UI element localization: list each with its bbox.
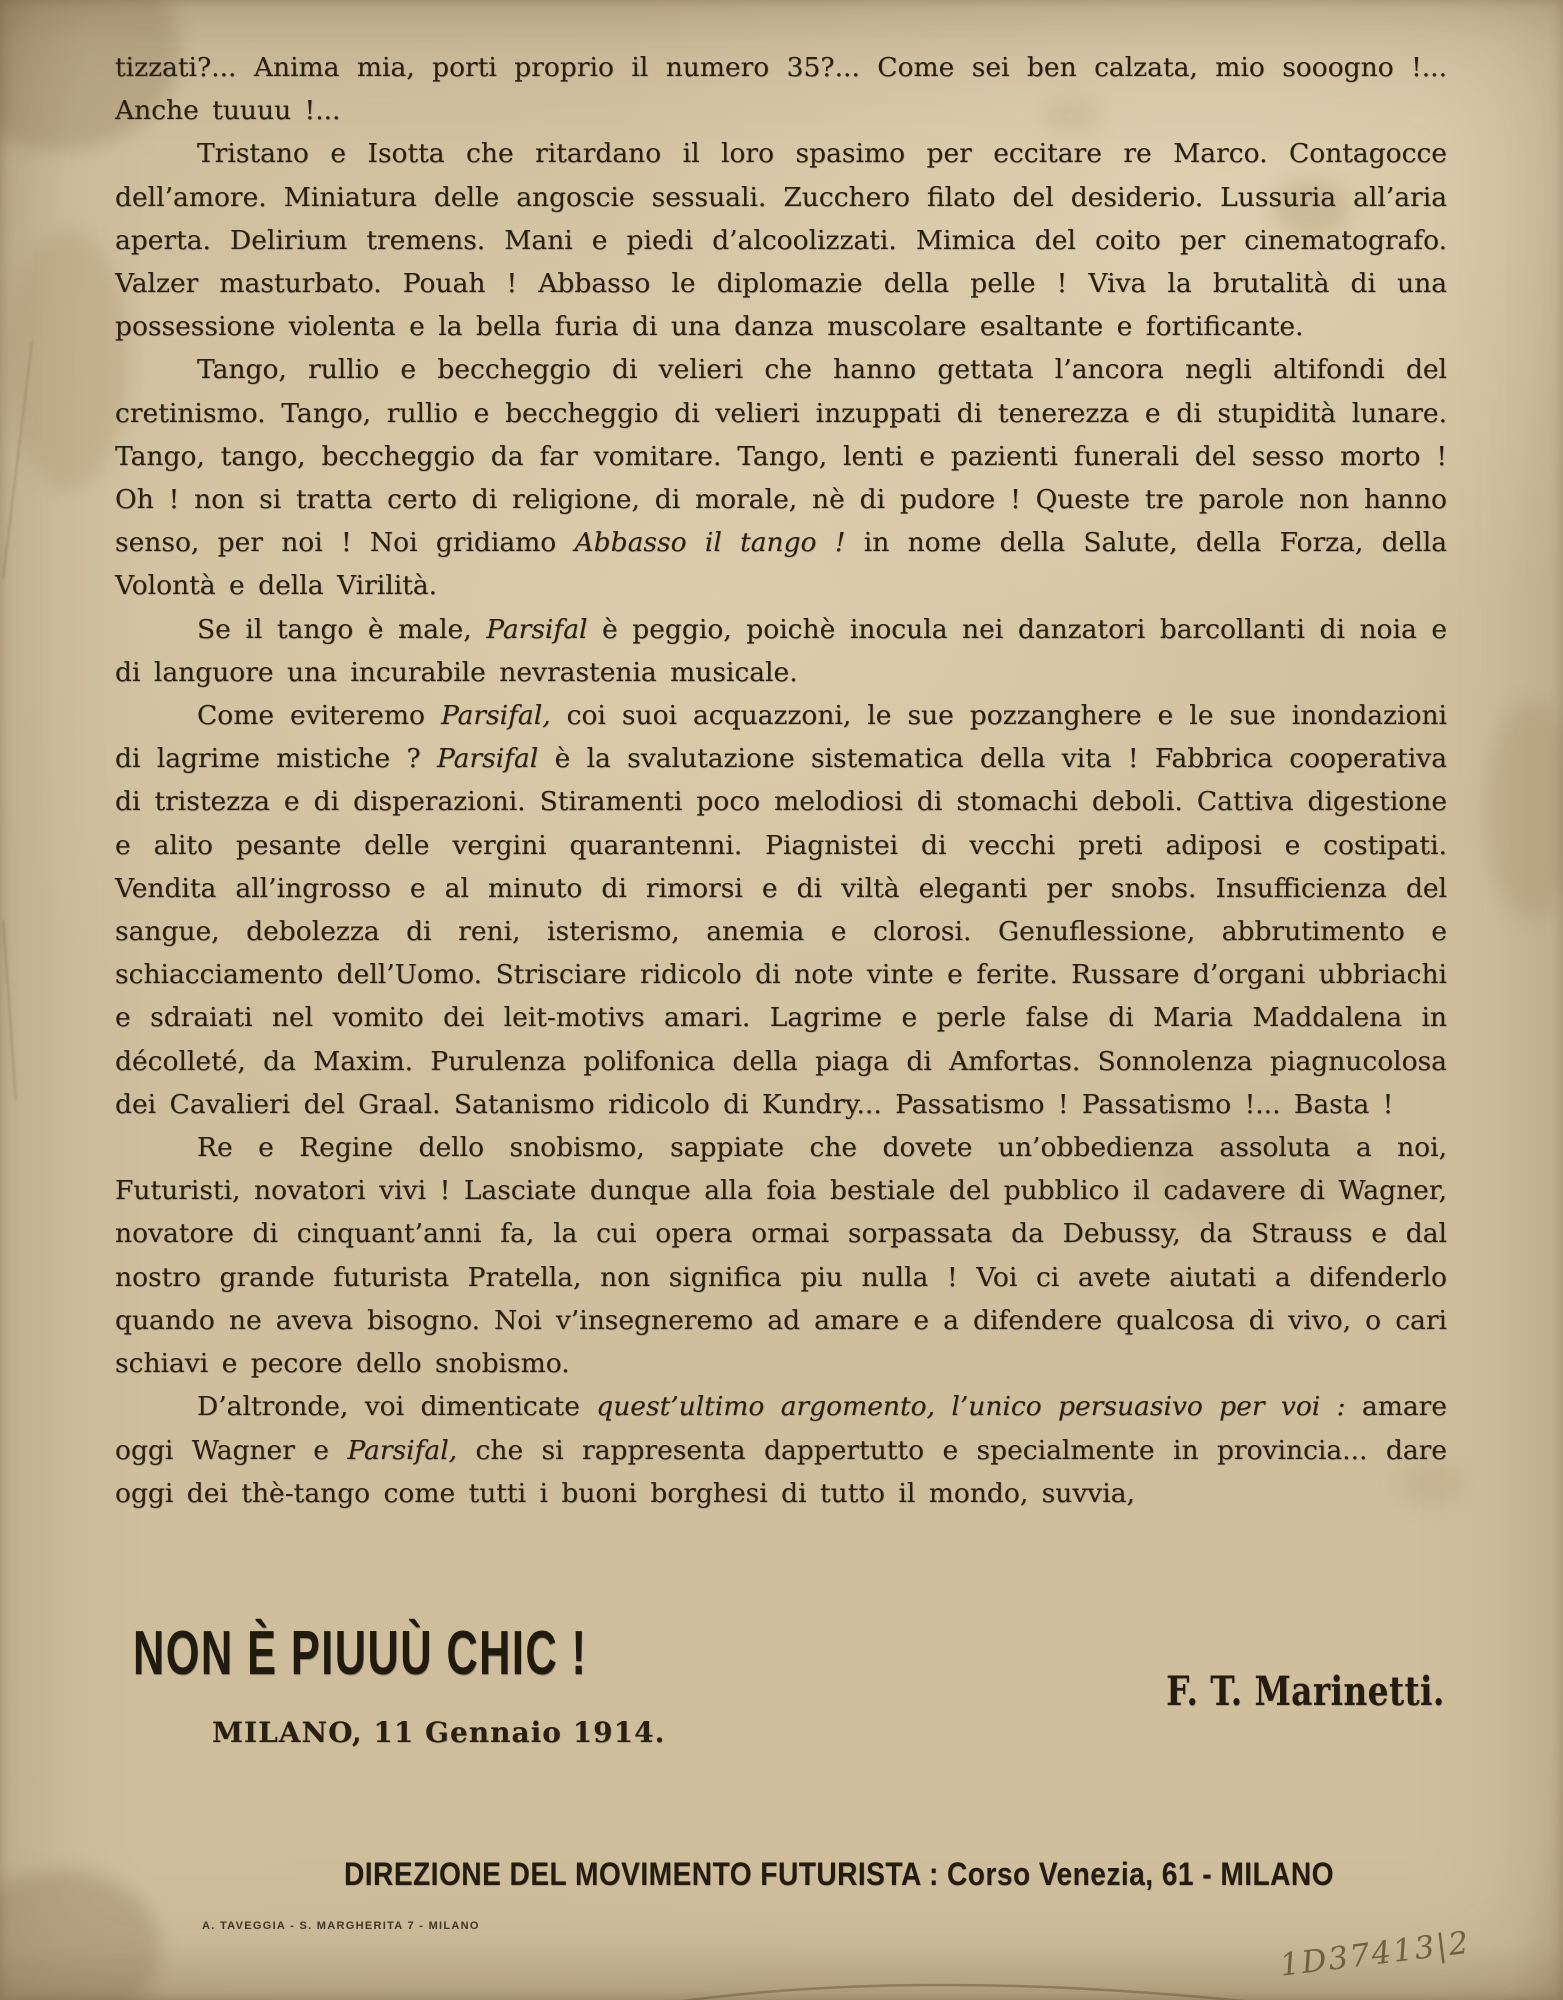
paragraph: Tristano e Isotta che ritardano il loro spasimo per eccitare re Marco. Contagocce dell’amore. Miniatura delle angoscie sessuali. Zucchero filato del desiderio. Lussuria all’aria aperta. Delirium tremens. Mani e piedi d’alcoolizzati. Mimica del coito per cinematografo. Valzer masturbato. Pouah ! Abbasso le diplomazie della pelle ! Viva la brutalità di una possessione violenta e la bella furia di una danza muscolare esaltante e fortificante. bbox=[115, 138, 1447, 343]
paragraph: D’altronde, voi dimenticate quest’ultimo argomento, l’unico persuasivo per voi : amare oggi Wagner e Parsifal, che si rappresenta dappertutto e specialmente in provincia... dare oggi dei thè-tango come tutti i buoni borghesi di tutto il mondo, suvvia, bbox=[115, 1391, 1447, 1509]
paper-stain bbox=[8, 230, 128, 490]
archive-mark: 1D37413|2 bbox=[1278, 1924, 1473, 1984]
paper-crease bbox=[2, 920, 18, 1100]
paragraph: Re e Regine dello snobismo, sappiate che dovete un’obbedienza assoluta a noi, Futuristi, novatori vivi ! Lasciate dunque alla foia bestiale del pubblico il cadavere di Wagner, novatore di cinquant’anni fa, la cui opera ormai sorpassata da Debussy, da Strauss e dal nostro grande futurista Pratella, non significa piu nulla ! Voi ci avete aiutati a difenderlo quando ne aveva bisogno. Noi v’insegneremo ad amare e a difendere qualcosa di vivo, o cari schiavi e pecore dello snobismo. bbox=[115, 1132, 1447, 1380]
printer-imprint: A. TAVEGGIA - S. MARGHERITA 7 - MILANO bbox=[202, 1920, 480, 1932]
paragraph: Tango, rullio e beccheggio di velieri che hanno gettata l’ancora negli altifondi del cretinismo. Tango, rullio e beccheggio di velieri inzuppati di tenerezza e di stupidità lunare. Tango, tango, beccheggio da far vomitare. Tango, lenti e pazienti funerali del sesso morto ! Oh ! non si tratta certo di religione, di morale, nè di pudore ! Queste tre parole non hanno senso, per noi ! Noi gridiamo Abbasso il tango ! in nome della Salute, della Forza, della Volontà e della Virilità. bbox=[115, 354, 1447, 602]
paragraph: tizzati?... Anima mia, porti proprio il numero 35?... Come sei ben calzata, mio sooogno !... Anche tuuuu !... bbox=[115, 52, 1447, 127]
paper-stain bbox=[0, 1870, 160, 2000]
slogan-heading: NON È PIUUÙ CHIC ! bbox=[133, 1619, 588, 1688]
signature: F. T. Marinetti. bbox=[1166, 1668, 1445, 1715]
paper-stain bbox=[1486, 700, 1563, 920]
dateline: MILANO, 11 Gennaio 1914. bbox=[212, 1716, 666, 1749]
manifesto-body bbox=[115, 46, 1447, 1515]
paper-crease bbox=[1, 341, 33, 580]
paragraph: Se il tango è male, Parsifal è peggio, poichè inocula nei danzatori barcollanti di noia e di languore una incurabile nevrastenia musicale. bbox=[115, 613, 1447, 688]
paragraph: Come eviteremo Parsifal, coi suoi acquazzoni, le sue pozzanghere e le sue inondazioni di lagrime mistiche ? Parsifal è la svalutazione sistematica della vita ! Fabbrica cooperativa di tristezza e di disperazioni. Stiramenti poco melodiosi di stomachi deboli. Cattiva digestione e alito pesante delle vergini quarantenni. Piagnistei di vecchi preti adiposi e costipati. Vendita all’ingrosso e al minuto di rimorsi e di viltà eleganti per snobs. Insufficienza del sangue, debolezza di reni, isterismo, anemia e clorosi. Genuflessione, abbrutimento e schiacciamento dell’Uomo. Strisciare ridicolo di note vinte e ferite. Russare d’organi ubbriachi e sdraiati nel vomito dei leit-motivs amari. Lagrime e perle false di Maria Maddalena in décolleté, da Maxim. Purulenza polifonica della piaga di Amfortas. Sonnolenza piagnucolosa dei Cavalieri del Graal. Satanismo ridicolo di Kundry... Passatismo ! Passatismo !... Basta ! bbox=[115, 700, 1448, 1120]
footer-address: DIREZIONE DEL MOVIMENTO FUTURISTA : Corso Venezia, 61 - MILANO bbox=[344, 1856, 1335, 1892]
